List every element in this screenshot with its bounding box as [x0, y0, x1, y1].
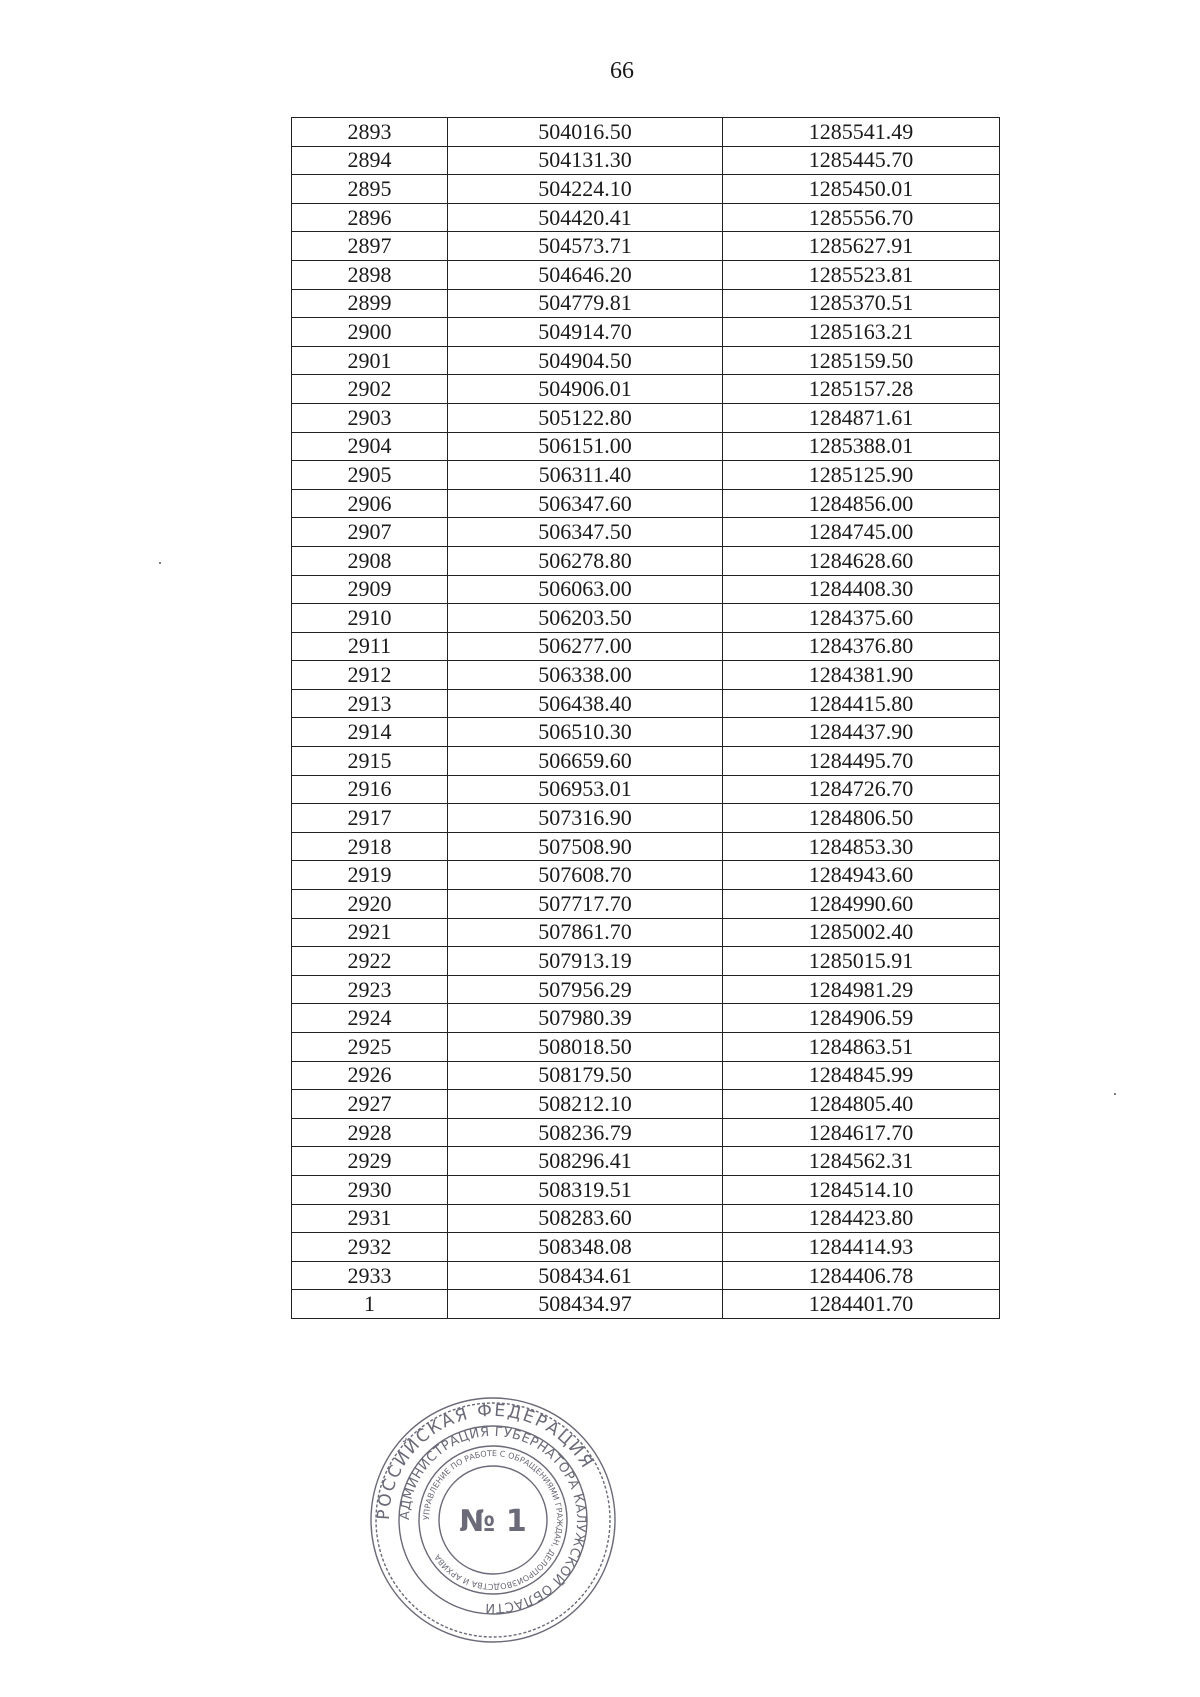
- x-coordinate-cell: 507956.29: [448, 975, 723, 1004]
- y-coordinate-cell: 1284628.60: [723, 546, 1000, 575]
- point-number-cell: 2904: [292, 432, 448, 461]
- x-coordinate-cell: 504420.41: [448, 203, 723, 232]
- point-number-cell: 2903: [292, 403, 448, 432]
- table-row: [292, 575, 1000, 604]
- x-coordinate-cell: 506151.00: [448, 432, 723, 461]
- point-number-cell: 2917: [292, 804, 448, 833]
- x-coordinate-cell: 508319.51: [448, 1175, 723, 1204]
- x-coordinate-cell: 508179.50: [448, 1061, 723, 1090]
- seal-middle-text: АДМИНИСТРАЦИЯ ГУБЕРНАТОРА КАЛУЖСКОЙ ОБЛАСТИ: [397, 1424, 589, 1616]
- x-coordinate-cell: 508018.50: [448, 1033, 723, 1062]
- x-coordinate-cell: 506347.60: [448, 489, 723, 518]
- table-row: [292, 375, 1000, 404]
- y-coordinate-cell: 1285159.50: [723, 346, 1000, 375]
- y-coordinate-cell: 1285445.70: [723, 146, 1000, 175]
- x-coordinate-cell: 504904.50: [448, 346, 723, 375]
- point-number-cell: 2897: [292, 232, 448, 261]
- point-number-cell: 2921: [292, 918, 448, 947]
- x-coordinate-cell: 506311.40: [448, 461, 723, 490]
- x-coordinate-cell: 504906.01: [448, 375, 723, 404]
- table-row: [292, 604, 1000, 633]
- point-number-cell: 2914: [292, 718, 448, 747]
- point-number-cell: 2927: [292, 1090, 448, 1119]
- x-coordinate-cell: 504224.10: [448, 175, 723, 204]
- table-row: [292, 118, 1000, 147]
- table-row: [292, 318, 1000, 347]
- y-coordinate-cell: 1285370.51: [723, 289, 1000, 318]
- table-row: [292, 489, 1000, 518]
- page-number: 66: [610, 58, 634, 84]
- point-number-cell: 2928: [292, 1118, 448, 1147]
- table-row: [292, 747, 1000, 776]
- y-coordinate-cell: 1284981.29: [723, 975, 1000, 1004]
- y-coordinate-cell: 1285556.70: [723, 203, 1000, 232]
- x-coordinate-cell: 508434.61: [448, 1261, 723, 1290]
- y-coordinate-cell: 1284856.00: [723, 489, 1000, 518]
- point-number-cell: 2906: [292, 489, 448, 518]
- y-coordinate-cell: 1284806.50: [723, 804, 1000, 833]
- point-number-cell: 2909: [292, 575, 448, 604]
- x-coordinate-cell: 506953.01: [448, 775, 723, 804]
- point-number-cell: 2911: [292, 632, 448, 661]
- y-coordinate-cell: 1284414.93: [723, 1233, 1000, 1262]
- x-coordinate-cell: 506659.60: [448, 747, 723, 776]
- x-coordinate-cell: 506338.00: [448, 661, 723, 690]
- point-number-cell: 1: [292, 1290, 448, 1319]
- x-coordinate-cell: 504646.20: [448, 260, 723, 289]
- table-row: [292, 1147, 1000, 1176]
- y-coordinate-cell: 1284381.90: [723, 661, 1000, 690]
- y-coordinate-cell: 1284805.40: [723, 1090, 1000, 1119]
- table-row: [292, 1090, 1000, 1119]
- table-row: [292, 832, 1000, 861]
- point-number-cell: 2932: [292, 1233, 448, 1262]
- y-coordinate-cell: 1284863.51: [723, 1033, 1000, 1062]
- table-row: [292, 1233, 1000, 1262]
- point-number-cell: 2905: [292, 461, 448, 490]
- point-number-cell: 2919: [292, 861, 448, 890]
- x-coordinate-cell: 507980.39: [448, 1004, 723, 1033]
- y-coordinate-cell: 1284745.00: [723, 518, 1000, 547]
- y-coordinate-cell: 1284906.59: [723, 1004, 1000, 1033]
- point-number-cell: 2930: [292, 1175, 448, 1204]
- table-row: [292, 346, 1000, 375]
- table-row: [292, 461, 1000, 490]
- y-coordinate-cell: 1284514.10: [723, 1175, 1000, 1204]
- point-number-cell: 2933: [292, 1261, 448, 1290]
- y-coordinate-cell: 1284845.99: [723, 1061, 1000, 1090]
- y-coordinate-cell: 1284495.70: [723, 747, 1000, 776]
- point-number-cell: 2916: [292, 775, 448, 804]
- point-number-cell: 2902: [292, 375, 448, 404]
- point-number-cell: 2894: [292, 146, 448, 175]
- x-coordinate-cell: 504131.30: [448, 146, 723, 175]
- x-coordinate-cell: 507913.19: [448, 947, 723, 976]
- table-row: [292, 947, 1000, 976]
- table-row: [292, 1033, 1000, 1062]
- official-seal: [368, 1395, 618, 1645]
- y-coordinate-cell: 1284406.78: [723, 1261, 1000, 1290]
- table-row: [292, 689, 1000, 718]
- y-coordinate-cell: 1285015.91: [723, 947, 1000, 976]
- y-coordinate-cell: 1285541.49: [723, 118, 1000, 147]
- point-number-cell: 2925: [292, 1033, 448, 1062]
- table-row: [292, 403, 1000, 432]
- table-row: [292, 546, 1000, 575]
- point-number-cell: 2926: [292, 1061, 448, 1090]
- x-coordinate-cell: 506438.40: [448, 689, 723, 718]
- y-coordinate-cell: 1284726.70: [723, 775, 1000, 804]
- table-row: [292, 146, 1000, 175]
- scan-speck: [159, 562, 161, 564]
- x-coordinate-cell: 508236.79: [448, 1118, 723, 1147]
- y-coordinate-cell: 1284376.80: [723, 632, 1000, 661]
- table-row: [292, 1004, 1000, 1033]
- table-row: [292, 1061, 1000, 1090]
- point-number-cell: 2918: [292, 832, 448, 861]
- y-coordinate-cell: 1284415.80: [723, 689, 1000, 718]
- point-number-cell: 2915: [292, 747, 448, 776]
- coordinates-table-body: [292, 118, 1000, 1319]
- y-coordinate-cell: 1284401.70: [723, 1290, 1000, 1319]
- point-number-cell: 2913: [292, 689, 448, 718]
- y-coordinate-cell: 1284437.90: [723, 718, 1000, 747]
- x-coordinate-cell: 508434.97: [448, 1290, 723, 1319]
- y-coordinate-cell: 1285157.28: [723, 375, 1000, 404]
- x-coordinate-cell: 506277.00: [448, 632, 723, 661]
- seal-inner-text: УПРАВЛЕНИЕ ПО РАБОТЕ С ОБРАЩЕНИЯМИ ГРАЖДАН, ДЕЛОПРОИЗВОДСТВА И АРХИВА: [421, 1448, 565, 1592]
- point-number-cell: 2910: [292, 604, 448, 633]
- x-coordinate-cell: 506203.50: [448, 604, 723, 633]
- y-coordinate-cell: 1284562.31: [723, 1147, 1000, 1176]
- x-coordinate-cell: 508283.60: [448, 1204, 723, 1233]
- seal-center-text: № 1: [459, 1504, 527, 1539]
- x-coordinate-cell: 504914.70: [448, 318, 723, 347]
- table-row: [292, 718, 1000, 747]
- y-coordinate-cell: 1285388.01: [723, 432, 1000, 461]
- point-number-cell: 2912: [292, 661, 448, 690]
- x-coordinate-cell: 505122.80: [448, 403, 723, 432]
- table-row: [292, 890, 1000, 919]
- table-row: [292, 203, 1000, 232]
- point-number-cell: 2901: [292, 346, 448, 375]
- seal-outer-text: РОССИЙСКАЯ ФЕДЕРАЦИЯ: [373, 1400, 598, 1521]
- table-row: [292, 804, 1000, 833]
- y-coordinate-cell: 1285125.90: [723, 461, 1000, 490]
- point-number-cell: 2920: [292, 890, 448, 919]
- point-number-cell: 2923: [292, 975, 448, 1004]
- point-number-cell: 2898: [292, 260, 448, 289]
- x-coordinate-cell: 506347.50: [448, 518, 723, 547]
- table-row: [292, 175, 1000, 204]
- y-coordinate-cell: 1285523.81: [723, 260, 1000, 289]
- point-number-cell: 2907: [292, 518, 448, 547]
- table-row: [292, 232, 1000, 261]
- x-coordinate-cell: 504573.71: [448, 232, 723, 261]
- x-coordinate-cell: 504016.50: [448, 118, 723, 147]
- table-row: [292, 1175, 1000, 1204]
- table-row: [292, 289, 1000, 318]
- y-coordinate-cell: 1285002.40: [723, 918, 1000, 947]
- x-coordinate-cell: 506510.30: [448, 718, 723, 747]
- x-coordinate-cell: 507316.90: [448, 804, 723, 833]
- x-coordinate-cell: 508296.41: [448, 1147, 723, 1176]
- coordinates-table: [291, 117, 1000, 1319]
- table-row: [292, 260, 1000, 289]
- point-number-cell: 2895: [292, 175, 448, 204]
- table-row: [292, 918, 1000, 947]
- point-number-cell: 2900: [292, 318, 448, 347]
- table-row: [292, 1290, 1000, 1319]
- x-coordinate-cell: 507508.90: [448, 832, 723, 861]
- table-row: [292, 1204, 1000, 1233]
- y-coordinate-cell: 1284853.30: [723, 832, 1000, 861]
- x-coordinate-cell: 507717.70: [448, 890, 723, 919]
- point-number-cell: 2922: [292, 947, 448, 976]
- scan-speck: [1114, 1093, 1116, 1095]
- y-coordinate-cell: 1285450.01: [723, 175, 1000, 204]
- table-row: [292, 432, 1000, 461]
- x-coordinate-cell: 506063.00: [448, 575, 723, 604]
- x-coordinate-cell: 507861.70: [448, 918, 723, 947]
- point-number-cell: 2924: [292, 1004, 448, 1033]
- y-coordinate-cell: 1284617.70: [723, 1118, 1000, 1147]
- table-row: [292, 518, 1000, 547]
- point-number-cell: 2899: [292, 289, 448, 318]
- table-row: [292, 632, 1000, 661]
- y-coordinate-cell: 1284423.80: [723, 1204, 1000, 1233]
- x-coordinate-cell: 506278.80: [448, 546, 723, 575]
- y-coordinate-cell: 1284375.60: [723, 604, 1000, 633]
- y-coordinate-cell: 1284408.30: [723, 575, 1000, 604]
- point-number-cell: 2929: [292, 1147, 448, 1176]
- table-row: [292, 861, 1000, 890]
- table-row: [292, 661, 1000, 690]
- point-number-cell: 2893: [292, 118, 448, 147]
- x-coordinate-cell: 507608.70: [448, 861, 723, 890]
- table-row: [292, 1261, 1000, 1290]
- table-row: [292, 775, 1000, 804]
- seal-graphic: [368, 1395, 618, 1645]
- y-coordinate-cell: 1285627.91: [723, 232, 1000, 261]
- x-coordinate-cell: 508212.10: [448, 1090, 723, 1119]
- y-coordinate-cell: 1285163.21: [723, 318, 1000, 347]
- table-row: [292, 975, 1000, 1004]
- point-number-cell: 2931: [292, 1204, 448, 1233]
- point-number-cell: 2896: [292, 203, 448, 232]
- x-coordinate-cell: 504779.81: [448, 289, 723, 318]
- table-row: [292, 1118, 1000, 1147]
- point-number-cell: 2908: [292, 546, 448, 575]
- y-coordinate-cell: 1284871.61: [723, 403, 1000, 432]
- y-coordinate-cell: 1284943.60: [723, 861, 1000, 890]
- y-coordinate-cell: 1284990.60: [723, 890, 1000, 919]
- x-coordinate-cell: 508348.08: [448, 1233, 723, 1262]
